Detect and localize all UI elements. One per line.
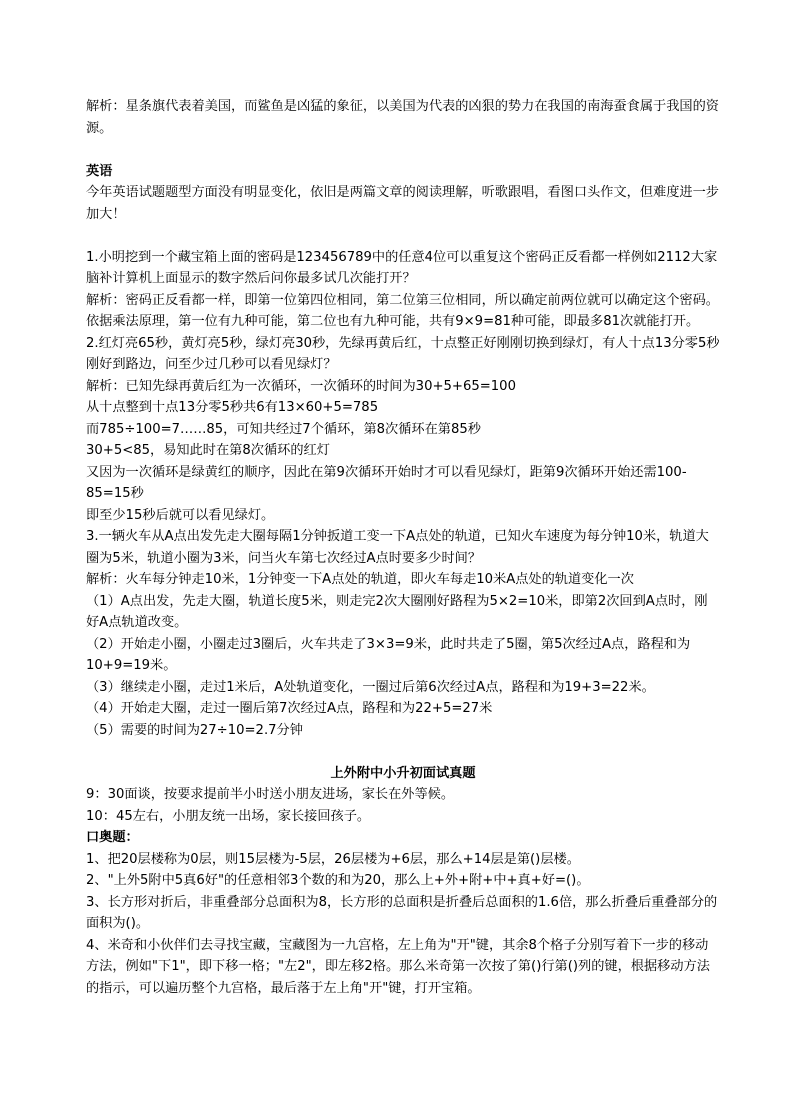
q2-line: 从十点整到十点13分零5秒共6有13×60+5=785 (86, 400, 379, 415)
q2-question: 2.红灯亮65秒，黄灯亮5秒，绿灯亮30秒，先绿再黄后红，十点整正好刚刚切换到绿灯，有人十点13分零5秒刚好到路边，问至少过几秒可以看见绿灯？ (86, 335, 720, 372)
q3-line: （1）A点出发，先走大圈，轨道长度5米，则走完2次大圈刚好路程为5×2=10米，即第2次回到A点时，刚好A点轨道改变。 (86, 593, 708, 630)
oral-item: 1、把20层楼称为0层，则15层楼为-5层，26层楼为+6层，那么+14层是第()层楼。 (86, 851, 580, 867)
q3-line: （3）继续走小圈，走过1米后，A处轨道变化，一圈过后第6次经过A点，路程和为19+3=22米。 (86, 679, 655, 695)
oral-item: 4、米奇和小伙伴们去寻找宝藏，宝藏图为一九宫格，左上角为"开"键，其余8个格子分别写着下一步的移动方法，例如"下1"，即下移一格；"左2"，即左移2格。那么米奇第一次按了第()行第()列的键，根据移动方法的指示，可以遍历整个九宫格，最后落于左上角"开"键，打开宝箱。 (86, 937, 710, 996)
q3-question: 3.一辆火车从A点出发先走大圈每隔1分钟扳道工变一下A点处的轨道，已知火车速度为每分钟10米，轨道大圈为5米，轨道小圈为3米，问当火车第七次经过A点时要多少时间？ (86, 529, 709, 566)
q1-question: 1.小明挖到一个藏宝箱上面的密码是123456789中的任意4位可以重复这个密码正反看都一样例如2112大家脑补计算机上面显示的数字然后问你最多试几次能打开？ (86, 249, 718, 286)
exam-schedule-line: 9：30面谈，按要求提前半小时送小朋友进场，家长在外等候。 (86, 787, 455, 802)
q2-line: 又因为一次循环是绿黄红的顺序，因此在第9次循环开始时才可以看见绿灯，距第9次循环开始还需100-85=15秒 (86, 464, 687, 501)
oral-heading: 口奥题： (86, 830, 139, 845)
q3-line: 解析：火车每分钟走10米，1分钟变一下A点处的轨道，即火车每走10米A点处的轨道变化一次 (86, 572, 634, 587)
q2-line: 30+5<85，易知此时在第8次循环的红灯 (86, 443, 330, 458)
exam-title: 上外附中小升初面试真题 (330, 765, 476, 781)
top-analysis: 解析：星条旗代表着美国，而鲨鱼是凶猛的象征，以美国为代表的凶狠的势力在我国的南海蚕食属于我国的资源。 (86, 99, 719, 136)
q2-line: 解析：已知先绿再黄后红为一次循环，一次循环的时间为30+5+65=100 (86, 378, 516, 394)
english-intro: 今年英语试题题型方面没有明显变化，依旧是两篇文章的阅读理解，听歌跟唱，看图口头作文，但难度进一步加大！ (86, 185, 719, 222)
q2-line: 而785÷100=7……85，可知共经过7个循环，第8次循环在第85秒 (86, 421, 481, 437)
q3-line: （2）开始走小圈，小圈走过3圈后，火车共走了3×3=9米，此时共走了5圈，第5次经过A点，路程和为10+9=19米。 (86, 636, 691, 673)
q3-line: （4）开始走大圈，走过一圈后第7次经过A点，路程和为22+5=27米 (86, 701, 493, 716)
q1-analysis: 解析：密码正反看都一样，即第一位第四位相同，第二位第三位相同，所以确定前两位就可以确定这个密码。依据乘法原理，第一位有九种可能，第二位也有九种可能，共有9×9=81种可能，即最多81次就能打开。 (86, 292, 719, 329)
q2-line: 即至少15秒后就可以看见绿灯。 (86, 507, 275, 523)
english-heading: 英语 (86, 163, 113, 179)
oral-item: 3、长方形对折后，非重叠部分总面积为8，长方形的总面积是折叠后总面积的1.6倍，那么折叠后重叠部分的面积为()。 (86, 894, 718, 931)
exam-schedule-line: 10：45左右，小朋友统一出场，家长接回孩子。 (86, 808, 371, 824)
q3-line: （5）需要的时间为27÷10=2.7分钟 (86, 722, 303, 738)
document-page (86, 96, 720, 999)
oral-item: 2、"上外5附中5真6好"的任意相邻3个数的和为20，那么上+外+附+中+真+好=()。 (86, 873, 590, 888)
